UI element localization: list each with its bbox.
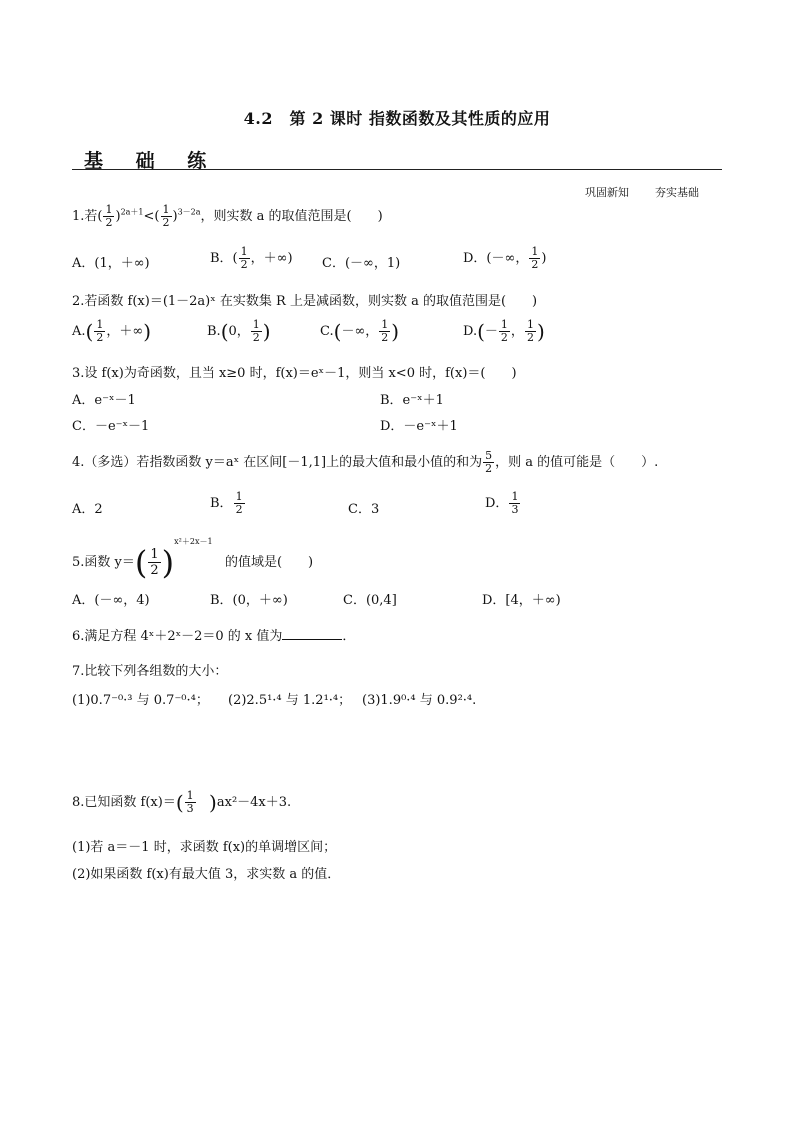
q1-option-c: C．(－∞，1) bbox=[322, 256, 401, 271]
question-7: 7.比较下列各组数的大小： bbox=[72, 664, 228, 679]
fraction: $\frac{1}{2}$ bbox=[162, 203, 170, 229]
q2-option-a: A.( $\frac{1}{2}$ ，＋∞) bbox=[72, 318, 151, 344]
question-3: 3.设 f(x)为奇函数，且当 x≥0 时，f(x)＝eˣ－1，则当 x<0 时，f(x)＝( ) bbox=[72, 366, 517, 381]
question-5: 5.函数 y＝( $\frac{1}{2}$ )$^{x^2+2x-1}$ 的值域是( ) bbox=[72, 537, 314, 582]
q1-option-d: D．(－∞， $\frac{1}{2}$ ) bbox=[463, 245, 547, 271]
q4-option-d: D． $\frac{1}{3}$ bbox=[485, 490, 519, 516]
section-subtitle bbox=[585, 184, 699, 200]
question-4: 4.（多选）若指数函数 y＝aˣ 在区间[－1,1]上的最大值和最小值的和为 $\frac{5}{2}$ ，则 a 的值可能是（ ）. bbox=[72, 449, 659, 475]
question-8: 8.已知函数 f(x)＝( $\frac{1}{3}$ )ax²－4x＋3. bbox=[72, 789, 292, 815]
q3-option-a: A．e⁻ˣ－1 bbox=[72, 393, 136, 408]
q8-part-1: (1)若 a＝－1 时，求函数 f(x)的单调增区间； bbox=[72, 840, 337, 855]
q4-option-b: B． $\frac{1}{2}$ bbox=[210, 490, 243, 516]
question-6: 6.满足方程 4ˣ＋2ˣ－2＝0 的 x 值为 ． bbox=[72, 629, 356, 644]
q7-part-2: (2)2.5¹·⁴ 与 1.2¹·⁴； bbox=[228, 693, 352, 708]
question-2: 2.若函数 f(x)＝(1－2a)ˣ 在实数集 R 上是减函数，则实数 a 的取值范围是( ) bbox=[72, 294, 538, 309]
section-title: 基 础 练 bbox=[84, 150, 220, 172]
q5-option-b: B．(0，＋∞) bbox=[210, 593, 288, 608]
q8-part-2: (2)如果函数 f(x)有最大值 3，求实数 a 的值． bbox=[72, 867, 341, 882]
answer-blank[interactable] bbox=[282, 627, 342, 640]
fraction: $\frac{1}{2}$ bbox=[105, 203, 113, 229]
question-1: 1.若( $\frac{1}{2}$ )$^{2a+1}$<( $\frac{1}{2}$ )$^{3-2a}$，则实数 a 的取值范围是( ) bbox=[72, 203, 383, 229]
q2-option-c: C.(－∞， $\frac{1}{2}$ ) bbox=[320, 318, 400, 344]
q1-option-b: B．( $\frac{1}{2}$ ，＋∞) bbox=[210, 245, 293, 271]
header-rule bbox=[72, 169, 722, 170]
page-title: 4.2 第 2 课时 指数函数及其性质的应用 bbox=[243, 109, 551, 128]
q5-option-a: A．(－∞，4) bbox=[72, 593, 150, 608]
q3-option-d: D．－e⁻ˣ＋1 bbox=[380, 419, 458, 434]
subtitle-right: 夯实基础 bbox=[655, 186, 699, 199]
q1-option-a: A．(1，＋∞) bbox=[72, 256, 150, 271]
q5-option-c: C．(0,4] bbox=[343, 593, 397, 608]
q2-option-d: D.(－ $\frac{1}{2}$ ， $\frac{1}{2}$ ) bbox=[463, 318, 545, 344]
q7-part-3: (3)1.9⁰·⁴ 与 0.9²·⁴. bbox=[362, 693, 477, 708]
q4-option-a: A．2 bbox=[72, 502, 103, 517]
q5-option-d: D．[4，＋∞) bbox=[482, 593, 561, 608]
subtitle-left: 巩固新知 bbox=[585, 186, 629, 199]
q3-option-c: C．－e⁻ˣ－1 bbox=[72, 419, 150, 434]
q2-option-b: B.(0， $\frac{1}{2}$ ) bbox=[207, 318, 271, 344]
q7-part-1: (1)0.7⁻⁰·³ 与 0.7⁻⁰·⁴； bbox=[72, 693, 209, 708]
q3-option-b: B．e⁻ˣ＋1 bbox=[380, 393, 444, 408]
q4-option-c: C．3 bbox=[348, 502, 380, 517]
